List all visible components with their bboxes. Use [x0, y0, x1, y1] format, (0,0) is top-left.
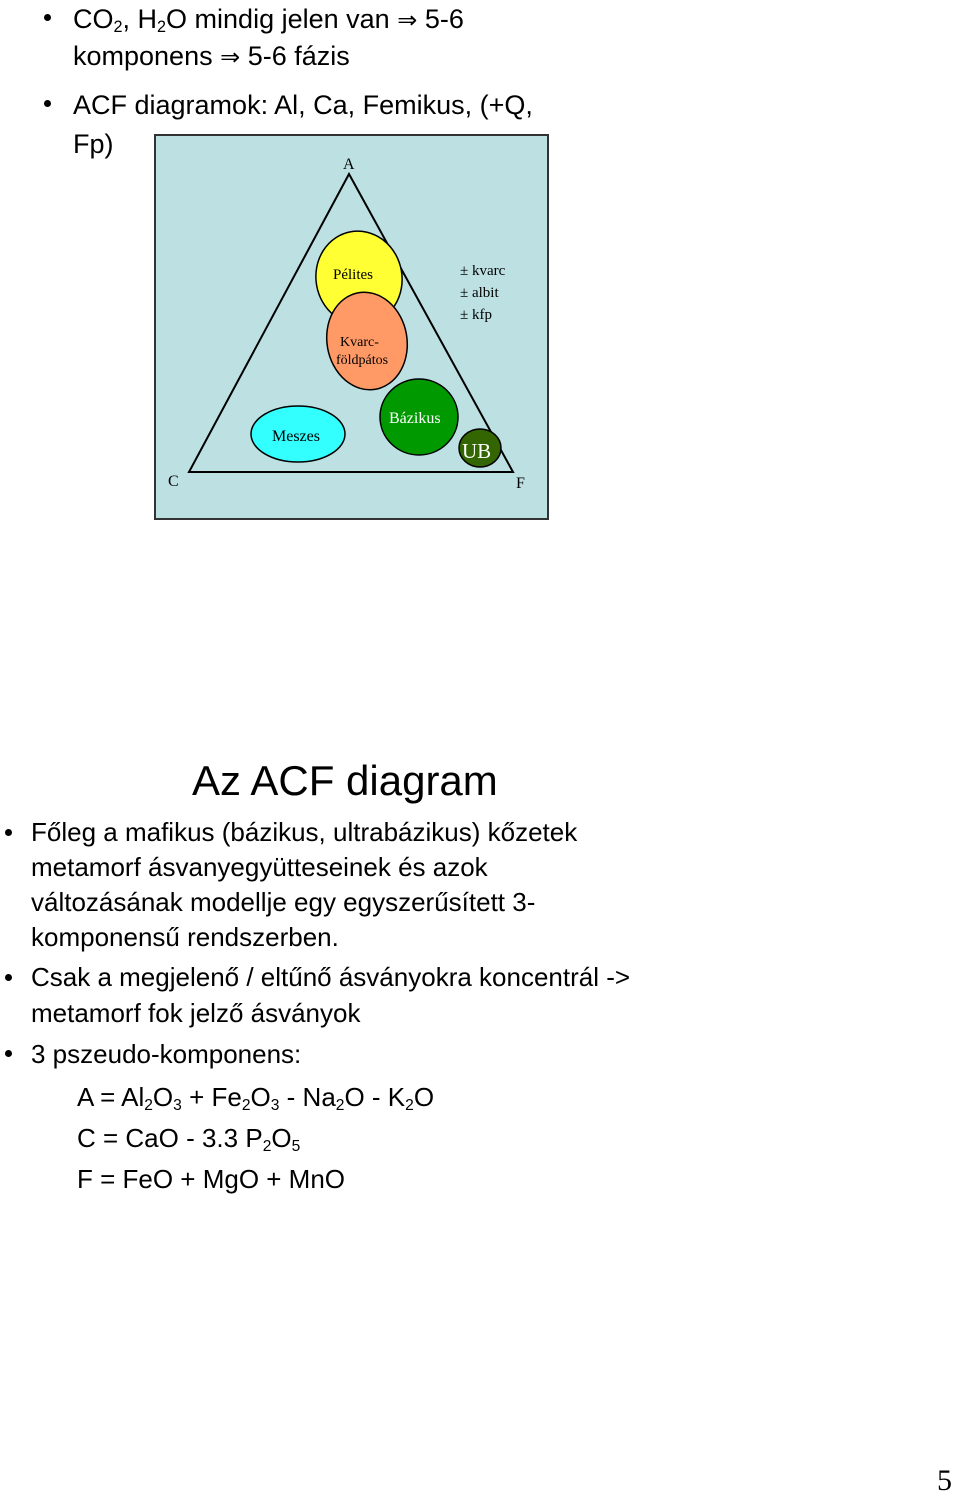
formula-part: O - K [344, 1082, 406, 1112]
assoc-kfp: ± kfp [460, 307, 492, 323]
bullet-acf-line1: ACF diagramok: Al, Ca, Femikus, (+Q, [73, 90, 533, 120]
vertex-a-label: A [343, 156, 355, 173]
bullet-dot [5, 829, 12, 836]
bullet-acf-line2: Fp) [73, 129, 114, 159]
kvarc-label-line1: Kvarc- [340, 335, 379, 350]
subscript: 2 [113, 18, 123, 36]
formula-part: - Na [279, 1082, 336, 1112]
page-number: 5 [937, 1464, 952, 1497]
text-komponens: komponens [73, 41, 213, 71]
subscript: 2 [157, 18, 167, 36]
subscript: 3 [270, 1097, 280, 1114]
bullet-dot [5, 974, 12, 981]
formula-part: O [250, 1082, 271, 1112]
subscript: 2 [262, 1138, 272, 1155]
bullet-minerals-l1: Csak a megjelenő / eltűnő ásványokra koncentrál -> [31, 962, 631, 992]
bullet-dot [44, 14, 51, 21]
pelites-label: Pélites [333, 267, 373, 283]
subscript: 2 [144, 1097, 153, 1114]
implies-arrow-icon: ⇒ [220, 43, 241, 71]
subscript: 3 [173, 1097, 182, 1114]
vertex-c-label: C [168, 473, 179, 490]
kvarc-label-line2: földpátos [336, 353, 389, 368]
text-o-mindig: O mindig jelen van [166, 4, 390, 34]
formula-part: C = CaO - 3.3 P [77, 1123, 263, 1153]
bullet-model-l3: változásának modellje egy egyszerűsített 3- [31, 887, 536, 917]
text-5-6: 5-6 [424, 4, 464, 34]
assoc-kvarc: ± kvarc [460, 263, 506, 279]
subscript: 2 [405, 1097, 414, 1114]
assoc-albit: ± albit [460, 285, 499, 301]
meszes-label: Meszes [272, 428, 320, 445]
text-5-6-fazis: 5-6 fázis [247, 41, 350, 71]
implies-arrow-icon: ⇒ [397, 6, 418, 34]
subscript: 5 [291, 1138, 301, 1155]
bullet-dot [44, 100, 51, 107]
bullet-model-l1: Főleg a mafikus (bázikus, ultrabázikus) kőzetek [31, 817, 578, 847]
bullet-dot [5, 1050, 12, 1057]
text-co: CO [73, 4, 114, 34]
formula-f: F = FeO + MgO + MnO [77, 1164, 346, 1194]
ub-label: UB [462, 439, 492, 463]
bullet-pseudo-components: 3 pszeudo-komponens: [31, 1039, 302, 1069]
formula-part: O [413, 1082, 435, 1112]
bullet-line-components [73, 0, 464, 39]
formula-part: O [152, 1082, 174, 1112]
bullet-minerals-l2: metamorf fok jelző ásványok [31, 998, 361, 1028]
formula-part: A = Al [77, 1082, 145, 1112]
bullet-line-phases [73, 37, 350, 76]
acf-diagram [154, 134, 549, 520]
subscript: 2 [241, 1097, 251, 1114]
subscript: 2 [335, 1097, 345, 1114]
vertex-f-label: F [516, 475, 525, 492]
bazikus-label: Bázikus [389, 410, 441, 427]
formula-c [77, 1121, 300, 1156]
formula-part: + Fe [181, 1082, 242, 1112]
bullet-model-l4: komponensű rendszerben. [31, 922, 339, 952]
formula-part: O [271, 1123, 292, 1153]
text-h: , H [122, 4, 158, 34]
formula-a [77, 1080, 434, 1115]
slide-title: Az ACF diagram [192, 757, 498, 804]
bullet-model-l2: metamorf ásvanyegyütteseinek és azok [31, 852, 488, 882]
